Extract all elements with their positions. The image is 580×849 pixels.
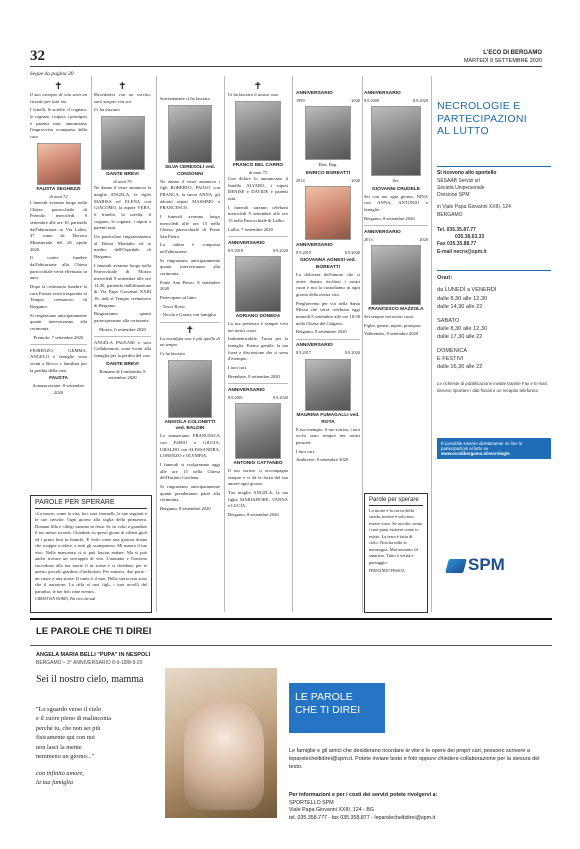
divider xyxy=(228,236,288,237)
obit-place-date: Bergamo, 8 settembre 2020 xyxy=(364,215,415,221)
year-from: 8.9.2017 xyxy=(296,350,312,356)
info-line: Divisione SPM xyxy=(437,192,470,199)
obit-paragraph: Si ringraziano anticipatamente quanti prenderanno parte alla cerimonia. xyxy=(160,484,220,503)
year-to: 2020 xyxy=(351,97,360,103)
signature-line: con infinito amore, xyxy=(36,770,84,777)
poem-line: fisicamente qui con noi xyxy=(36,734,95,742)
deceased-name: SILVA CERESOLI ved. CONSONNI xyxy=(164,164,216,177)
column-4 xyxy=(228,82,288,612)
deceased-name: FRANCO DEL CARRO xyxy=(232,162,284,168)
counter-info xyxy=(437,170,551,256)
info-line: Società Unipersonale xyxy=(437,184,485,191)
section-title xyxy=(437,100,551,138)
opening-hours xyxy=(437,274,551,371)
obit-paragraph: Ringraziamo quanti parteciperanno alla cerimonia. xyxy=(94,311,151,323)
obit-place-date: Brembate, 8 settembre 2020 xyxy=(228,373,280,379)
publication-name: L'ECO DI BERGAMO xyxy=(483,50,542,56)
poem-line: e il cuore pieno di malinconia xyxy=(36,715,112,723)
obit-paragraph: FIORENZO, GEMMA, ANGELO e famiglie sono vicini a Rocco e familiari per la perdita della cara xyxy=(30,347,87,373)
year-to: 8.9.2020 xyxy=(272,394,288,400)
deceased-age: di anni 73 xyxy=(248,169,268,175)
memorial-subtitle: BERGAMO – 2° ANNIVERSARIO 8-9-18/8-9-20 xyxy=(36,660,143,666)
phone: Tel. 035.35.87.77 xyxy=(437,226,476,233)
obit-intro: Sorreramente ci ha lasciato xyxy=(160,96,210,101)
section-heading: LE PAROLE CHE TI DIREI xyxy=(36,626,152,637)
obit-paragraph: I funerali saranno celebrati mercoledì 9 settembre alle ore 15 nella Parrocchiale di Lallio. xyxy=(228,204,288,224)
obit-paragraph: Un particolare ringraziamento al Dottor Montalto ed ai medici dell'Ospedale di Bergamo. xyxy=(94,234,151,259)
necrologie-info-box xyxy=(437,100,551,459)
obit-place-date: Bergamo, 8 settembre 2020 xyxy=(296,329,347,335)
column-3 xyxy=(160,96,220,612)
obit-paragraph: Con dolore lo annunciano il fratello ALVARO, i nipoti DENISE e DAVIDE e parenti tutti. xyxy=(228,176,288,202)
portrait-photo xyxy=(235,101,281,161)
fax: Fax 035.35.88.77 xyxy=(437,241,477,248)
box-title: Parole per sperare xyxy=(369,497,419,503)
anniversary-years xyxy=(296,178,360,184)
box-title: PAROLE PER SPERARE xyxy=(35,499,115,506)
hours-line: SABATO xyxy=(437,317,460,324)
year-to: 8.9.2020 xyxy=(344,249,360,255)
anniversary-heading: ANNIVERSARIO xyxy=(296,91,333,96)
obit-place-date: Valbrembo, 8 settembre 2020 xyxy=(364,331,419,337)
cross-icon: ✝ xyxy=(185,324,195,336)
hours-line: dalle 14,30 alle 22 xyxy=(437,303,483,310)
obit-paragraph: Dopo la cerimonia funebre la cara Fausta verrà trasportata al Tempio crematorio di Bergamo. xyxy=(30,283,87,309)
anniversary-years xyxy=(296,350,360,356)
divider xyxy=(30,344,87,345)
logo-text: SPM xyxy=(468,555,505,574)
hours-line: DOMENICA xyxy=(437,348,468,355)
deceased-name: FAUSTA xyxy=(49,376,68,382)
year-from: 8.9.2019 xyxy=(296,249,312,255)
cross-icon: ✝ xyxy=(54,82,63,92)
quote-source: FERNANDO PESSOA xyxy=(369,569,405,574)
column-rule xyxy=(362,76,363,612)
deceased-name: FRANCESCO MAZZOLA xyxy=(368,307,424,313)
obit-paragraph: E tuo esempio, il tuo sorriso, i tuoi occhi sono sempre nei nostri pensieri. xyxy=(296,426,360,445)
anniversary-years xyxy=(228,248,288,254)
obit-place-date: Mozzo, 6 settembre 2020 xyxy=(99,326,146,332)
year-from: 8.9.2018 xyxy=(228,247,244,253)
obit-paragraph: Il tuo sorriso ci accompagna sempre e ci dà la forza del tuo amore ogni giorno. xyxy=(228,467,288,487)
parole-per-sperare-box-2 xyxy=(364,493,428,613)
memorial-heading: Sei il nostro cielo, mamma xyxy=(36,674,144,685)
obit-paragraph: I funerali avranno luogo nella Parrocchiale di Mozzo mercoledì 9 settembre alle ore 14,30, partendo dall'abitazione di Via Papa Giovanni XXIII 16, indi al Tempio crematorio di Bergamo. xyxy=(94,262,151,308)
column-rule xyxy=(91,76,92,491)
phone: 035.38.63.33 xyxy=(455,234,485,241)
obit-sub: Ci ha lasciato xyxy=(160,350,186,356)
column-rule xyxy=(156,76,157,612)
obit-paragraph: I funerali si svolgeranno oggi alle ore 15 nella Chiesa dell'Istituto Cavilena. xyxy=(160,462,220,481)
obit-paragraph: I tuoi cari. xyxy=(296,448,316,454)
obit-title: Ser. xyxy=(392,178,400,184)
anniversary-years xyxy=(364,237,428,243)
obit-paragraph: Tua moglie ANGELA, la tua figlia MARIAFIORE, VANNA e LUCIA. xyxy=(228,489,288,509)
divider xyxy=(35,508,147,509)
obit-sub: Ci ha lasciato xyxy=(94,107,120,113)
badge-line: CHE TI DIREI xyxy=(295,704,361,717)
title-line: AL LUTTO xyxy=(437,125,489,138)
year-from: 8.9.2001 xyxy=(228,394,244,400)
section-rule xyxy=(30,618,552,620)
year-to: 2020 xyxy=(419,236,428,242)
poem-line: perché tu, che non sei più xyxy=(36,724,101,732)
divider xyxy=(228,383,288,384)
contact-line: SPORTELLO SPM xyxy=(289,799,334,806)
obit-paragraph: Il corteo funebre dall'abitazione alla Chiesa parrocchiale verrà effettuato in auto. xyxy=(30,255,87,281)
divider xyxy=(437,270,551,271)
column-5 xyxy=(296,90,360,612)
obit-text: I fratelli, le sorelle, il cognato, le cognate, i nipoti, i pronipoti e parenti tutti, annunciano l'improvvisa scomparsa della cara xyxy=(30,107,87,139)
hours-heading: Orari: xyxy=(437,275,453,282)
spm-logo xyxy=(447,555,505,575)
hours-line: dalle 8,30 alle 12,30 xyxy=(437,295,488,302)
obit-paragraph: Figlie, generi, nipoti, pronipoti. xyxy=(364,322,422,328)
online-banner[interactable] xyxy=(437,438,551,459)
obit-paragraph: La salma è composta nell'abitazione. xyxy=(160,242,220,255)
obit-paragraph: Si ringraziano anticipatamente quanti interverranno alla cerimonia. xyxy=(160,257,220,277)
deceased-age: di anni 76 xyxy=(113,178,132,184)
obit-place-date: Lallio, 7 settembre 2020 xyxy=(228,226,273,232)
hours-line: dalle 16,30 alle 22 xyxy=(437,364,483,371)
poem-line: nemmeno un giorno..." xyxy=(36,753,95,761)
obit-paragraph: I tuoi cari. xyxy=(228,364,248,370)
portrait-photo xyxy=(37,143,81,185)
obit-paragraph: I funerali avranno luogo mercoledì alle ore 15 nella Chiesa parrocchiale di Ponte San Pietro. xyxy=(160,213,220,239)
obit-paragraph: La tua presenza è sempre viva nei nostri cuori. xyxy=(228,321,288,333)
obit-paragraph: Lo annunciano FRANCESCA con FABIO e GIULIA, UBALDO con ALESSANDRA, LORENZO e OLYMPIA. xyxy=(160,433,220,459)
hours-line: da LUNEDÌ a VENERDÌ xyxy=(437,287,497,294)
obit-place-date: Scanzorosciate, 8 settembre 2020 xyxy=(32,383,85,395)
anniversary-heading: ANNIVERSARIO xyxy=(364,229,401,235)
deceased-name: ENRICO BOREATTI xyxy=(305,170,351,176)
column-2 xyxy=(94,82,151,502)
memorial-poem xyxy=(36,705,111,762)
obit-paragraph: Ne danno il triste annuncio la moglie ANGELA, le figlie MARISA ed ELENA con GIACOMO, la nipote VERA, il fratello, la sorella, il cognato, le cognate, i nipoti e parenti tutti. xyxy=(94,185,151,231)
title-line: NECROLOGIE E xyxy=(437,100,521,112)
obit-place-date: Ponte San Pietro, 8 settembre 2020 xyxy=(160,279,220,292)
section-rule xyxy=(30,645,552,646)
divider xyxy=(369,505,423,506)
hours-line: dalle 17,30 alle 22 xyxy=(437,333,483,340)
obit-paragraph: Sei con noi ogni giorno, NINA con ANNA, ANTONIO e famiglie. xyxy=(364,193,428,213)
le-parole-description: Le famiglie e gli amici che desiderano ricordare le vite e le opere dei propri cari, possono scrivere a leparolecheltidirei@spm.it. Potete inviare testo e foto oppure chiedere collaborazione per la stesura del testo. xyxy=(289,748,540,770)
year-to: 8.9.2020 xyxy=(344,350,360,356)
obit-place-date: Bergamo, 8 settembre 2020 xyxy=(228,511,279,517)
deceased-age: di anni 72 xyxy=(49,193,68,199)
page-number: 32 xyxy=(30,48,45,64)
column-6 xyxy=(364,90,428,490)
column-rule xyxy=(292,76,293,612)
anniversary-heading: ANNIVERSARIO xyxy=(296,343,333,349)
portrait-photo xyxy=(305,186,351,240)
deceased-name: FAUSTA SEGHEZZI xyxy=(36,186,81,192)
poem-line: non lasci la mente xyxy=(36,743,82,751)
parole-per-sperare-box xyxy=(30,495,152,613)
contact-line: tel. 035.358.777 - fax 035.358.877 - leparolecheltidirei@spm.it xyxy=(289,815,436,822)
portrait-photo xyxy=(371,245,421,305)
obit-intro: La nostalgia non è più quella di un tempo. xyxy=(160,335,220,348)
divider xyxy=(364,225,428,226)
header-rule xyxy=(30,66,542,67)
obit-paragraph: Ne danno il triste annuncio i figli ROBERTO, PAOLO con FRANCA, la suora ANNA, gli adorati nipoti MASSIMO e FRANCESCO. xyxy=(160,178,220,211)
publication-date: MARTEDÌ 8 SETTEMBRE 2020 xyxy=(463,57,542,64)
anniversary-heading: ANNIVERSARIO xyxy=(228,240,265,246)
contact-heading: Per informazioni e per i costi dei servizi potete rivolgervi a: xyxy=(289,792,438,798)
obit-paragraph: ANGELA PALEARI e suoi Collaboratori, sono vicini alla famiglia per la perdita del caro xyxy=(94,339,151,359)
publication-header xyxy=(464,50,542,65)
obit-paragraph: - Tosca Rossi xyxy=(160,303,185,309)
obit-title: Dott. Rag. xyxy=(318,162,338,168)
obit-paragraph: - Nicola e Grazia con famiglia xyxy=(160,312,216,318)
quote-source: CHRISTIAN BOBIN, Più viva che mai xyxy=(35,597,96,602)
obit-paragraph: I funerali avranno luogo nella Chiesa parrocchiale di Premolo mercoledì 9 settembre alle ore 10, partendo dall'abitazione in Via Lalini, 47 come da Decreto Ministeriale del 26 aprile 2020. xyxy=(30,200,87,252)
obit-paragraph: Si ringraziano anticipatamente quanti interverranno alla cerimonia. xyxy=(30,312,87,331)
obit-place-date: Romano di Lombardia, 8 settembre 2020 xyxy=(99,368,146,381)
year-from: 2014 xyxy=(296,177,305,183)
portrait-photo xyxy=(305,106,351,160)
column-rule xyxy=(224,76,225,612)
obit-paragraph: Sei sempre nei nostri cuori. xyxy=(364,314,415,320)
portrait-photo xyxy=(235,256,281,312)
cross-icon: ✝ xyxy=(253,82,263,92)
anniversary-heading: ANNIVERSARIO xyxy=(296,243,333,248)
year-to: 8.9.2020 xyxy=(412,97,428,103)
address-line: in Viale Papa Giovanni XXIII, 124 xyxy=(437,204,511,211)
le-parole-badge xyxy=(289,683,385,733)
column-rule xyxy=(431,76,432,612)
divider xyxy=(296,339,360,340)
deceased-name: DANTE BREVI xyxy=(106,361,139,367)
deceased-name: DANTE BREVI xyxy=(106,171,139,177)
obit-paragraph: La dolcezza dell'amore che ci avete donato rischiari i nostri cuori e noi la custodiamo in ogni giorno della nostra vita. xyxy=(296,272,360,298)
obit-sub: Ci ha lasciato il nostro caro xyxy=(228,92,279,97)
title-line: PARTECIPAZIONI xyxy=(437,112,527,125)
obit-paragraph: Partecipano al lutto: xyxy=(160,295,197,301)
deceased-name: MAURINA FUMAGALLI ved. ROTA xyxy=(296,412,360,425)
year-to: 2020 xyxy=(351,177,360,183)
portrait-photo xyxy=(235,403,281,459)
obit-paragraph: Preghieremo per voi nella Santa Messa che verrà celebrata oggi martedì 8 settembre alle ore 18:30 nella Chiesa del Galgario. xyxy=(296,300,360,326)
spm-logo-icon xyxy=(445,559,467,573)
banner-link[interactable]: www.ecodibergamo.it/necrologie xyxy=(441,451,510,457)
portrait-photo xyxy=(101,116,145,170)
address-line: BERGAMO xyxy=(437,211,463,218)
obit-place-date: Premolo, 7 settembre 2020 xyxy=(33,334,84,340)
deceased-name: ADRIANO DONEDA xyxy=(235,314,281,320)
obit-paragraph: Indimenticabile. Tuoni per la famiglia. Eterno gentile, la tua forza e discrezione che ci sono d'esempio. xyxy=(228,336,288,362)
badge-line: LE PAROLE xyxy=(295,691,353,703)
anniversary-years xyxy=(228,395,288,401)
submission-note: Le richieste di pubblicazione inviate tramite Fax e E-mail, devono riportare i dati fiscali e un recapito telefonico xyxy=(437,381,548,393)
deceased-name: GIOVANNI CRUDELE xyxy=(372,186,420,192)
hours-line: dalle 8,30 alle 12,30 xyxy=(437,325,488,332)
info-line: SESAAB Servizi srl xyxy=(437,177,481,184)
anniversary-heading: ANNIVERSARIO xyxy=(228,387,265,393)
le-parole-contact xyxy=(289,792,547,823)
anniversary-heading: ANNIVERSARIO xyxy=(364,91,401,96)
divider xyxy=(160,322,220,323)
portrait-photo xyxy=(371,106,421,176)
deceased-name: ANGIOLA COLONETTI ved. BALDIN xyxy=(164,419,216,432)
year-from: 1999 xyxy=(296,97,305,103)
anniversary-years xyxy=(364,98,428,104)
divider xyxy=(94,336,151,337)
deceased-name: ANTONIO CATTANEO xyxy=(233,460,283,466)
portrait-photo xyxy=(305,359,351,411)
year-from: 8.9.2000 xyxy=(364,97,380,103)
quote-text: «La morte, come la vita, ha i suoi ritornelli, le sue stagioni e le sue crescite. Ogni giorno alla soglia della primavera. Domani lilla e ciliegi saranno in festa. Se su volto a guardare il tuo mesto ricordo. Chiudine, tu questi giorni di silenzi gioli ed i primi fiori in bianchi. E vedo come una gioiosa donna che scoppia a ridere, e tutti gli scompaiono. Mi manca il tuo viso. Nella mancanza ci si può lasciar andare. Ma si può anche trovare un sovrappiù di vita. L'autunno e l'inverno succedono alla tua morte lì in scena e si chiedono per te questo piccolo giardino d'inchiostro. Per entrarci, due porte - un cuore e una storia. Il canto è il mio. Della storia non sono che il narratore. La riffa ai tuoi figli, i tuoi uccelli del paradiso, le tue foto rime eterne». xyxy=(35,510,147,594)
poem-line: "Lo sguardo verso il cielo xyxy=(36,706,102,713)
info-line: Si ricevono allo sportello xyxy=(437,170,497,177)
obit-place-date: Ambivere, 8 settembre 2020 xyxy=(296,457,349,463)
portrait-photo xyxy=(168,360,212,418)
memorial-signature xyxy=(36,770,84,788)
divider xyxy=(437,166,551,167)
portrait-photo xyxy=(168,105,212,163)
cross-icon: ✝ xyxy=(118,82,127,92)
hours-line: E FESTIVI xyxy=(437,356,464,363)
anniversary-years xyxy=(296,250,360,256)
continued-from: Segue da pagina 30 xyxy=(30,71,74,77)
obit-intro: Ricordatevi con un sorriso, sarò sempre con voi. xyxy=(94,92,151,104)
memorial-photo-portrait xyxy=(184,700,264,810)
quote-text: La morte è la curva della strada, morire è solo non essere visto. Se ascolto, sento i tuoi passi esistere come io esisto. La terra è fatta di cielo. Non ha nido la menzogna. Mai nessuno s'è smarrito. Tutto è verità e passaggio. xyxy=(369,507,423,565)
obit-intro: Il suo esempio di vita sarà un ricordo per tutti noi. xyxy=(30,92,87,104)
signature-line: la tua famiglia xyxy=(36,778,74,786)
email: E-mail necro@spm.it xyxy=(437,248,487,255)
year-from: 2013 xyxy=(364,236,373,242)
banner-text: È possibile inserire direttamente on line le partecipazioni al lutto su xyxy=(441,441,523,452)
contact-line: Viale Papa Giovanni XXIII, 124 - BG xyxy=(289,807,374,814)
deceased-name: GIOVANNA AGNESI ved. BOREATTI xyxy=(300,258,356,271)
obit-place-date: Bergamo, 8 settembre 2020 xyxy=(160,505,211,511)
anniversary-years xyxy=(296,98,360,104)
year-to: 8.9.2020 xyxy=(272,247,288,253)
memorial-name: ANGELA MARIA BELLI "PUPA" IN NESPOLI xyxy=(36,652,151,658)
